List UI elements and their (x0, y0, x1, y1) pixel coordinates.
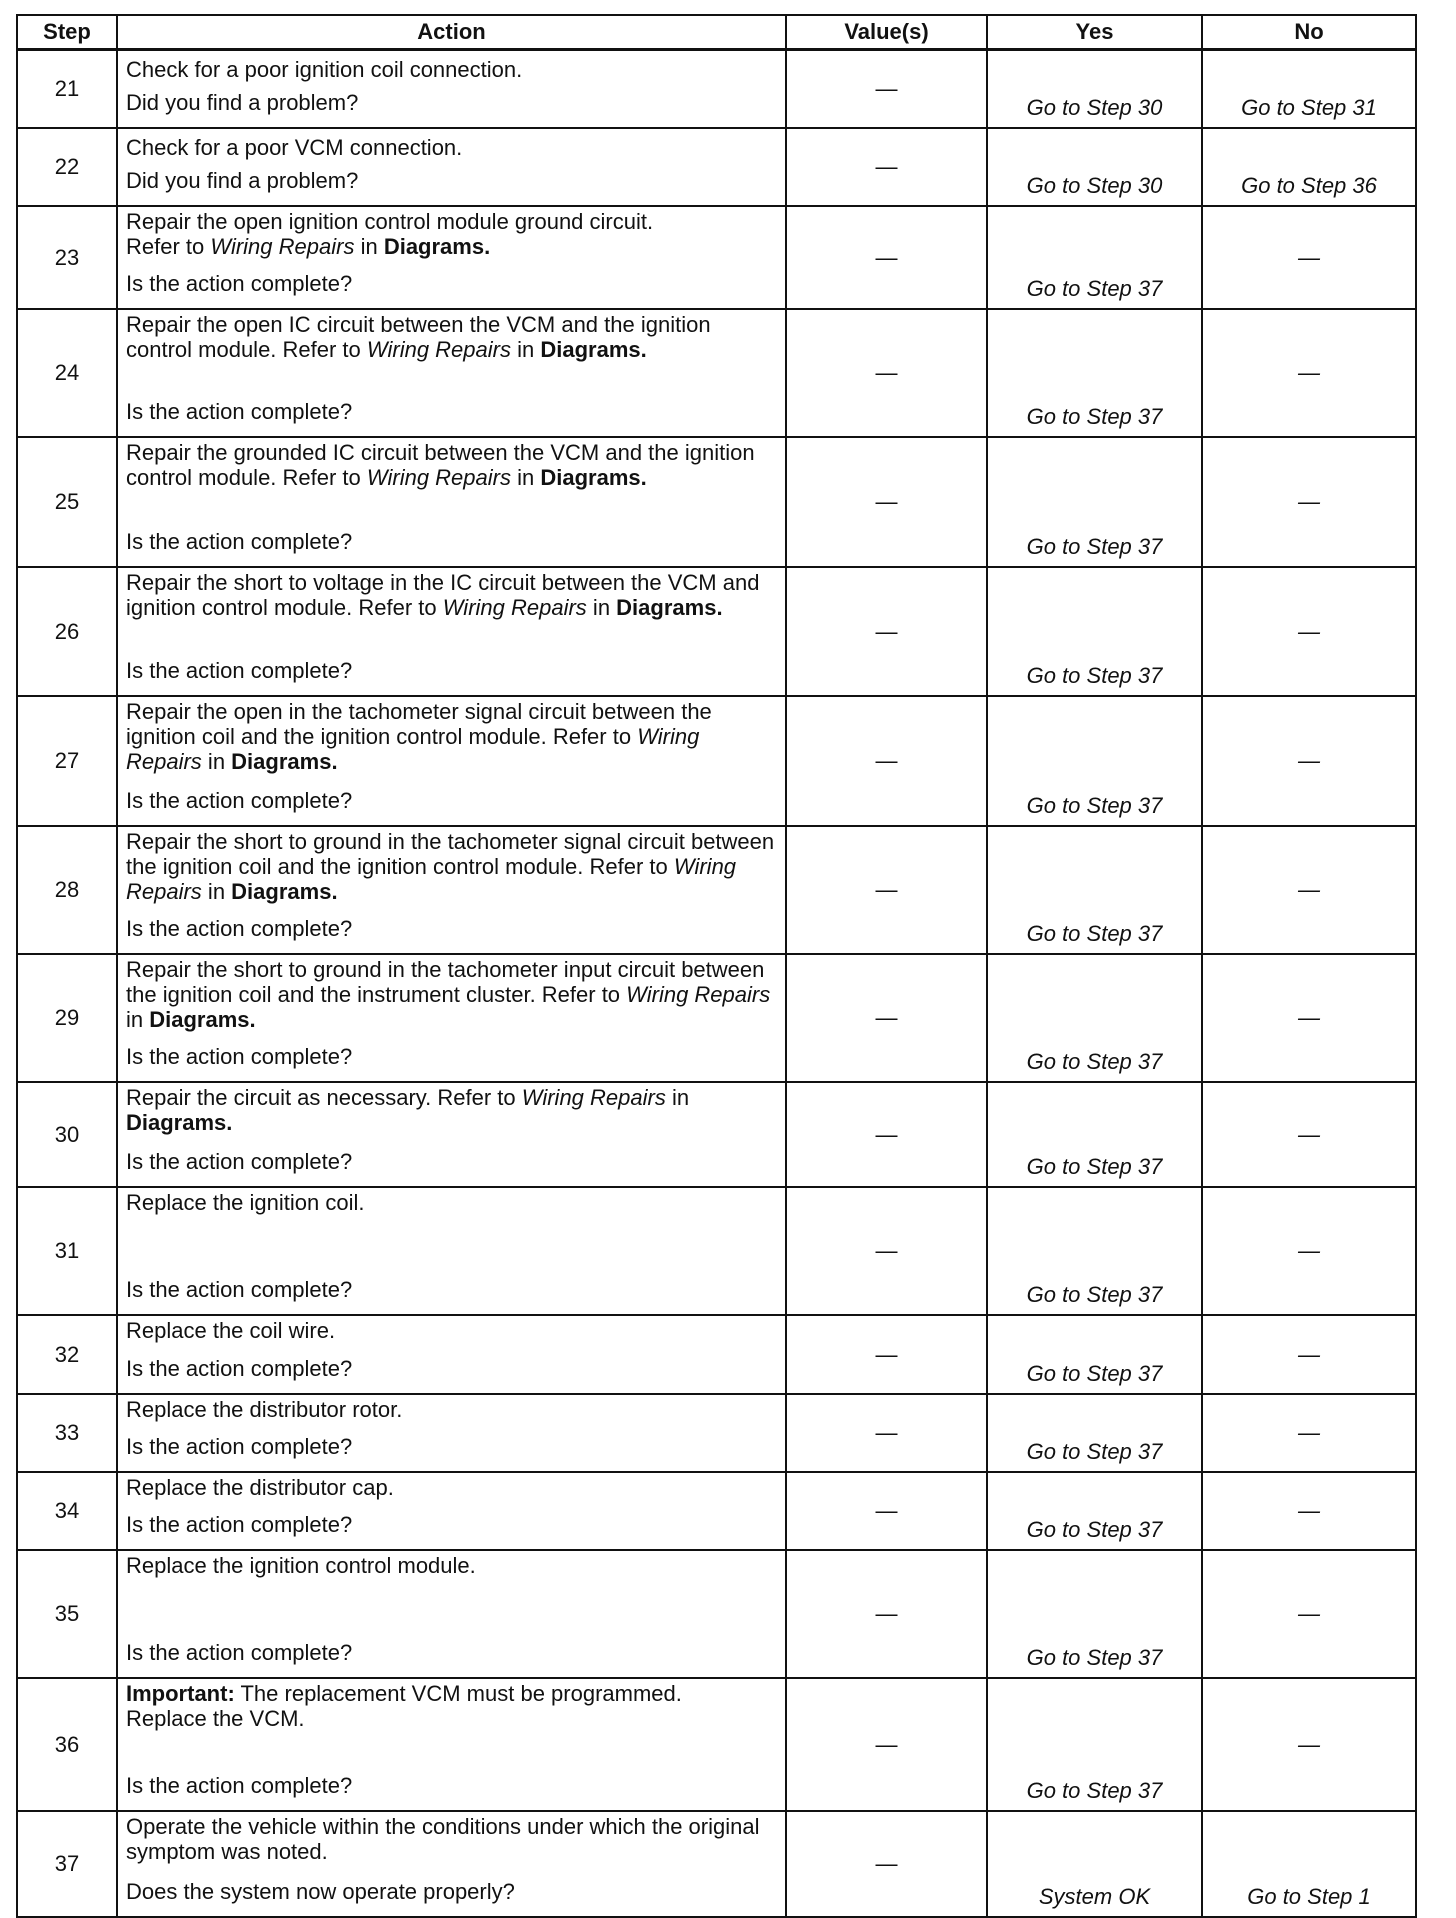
action-question: Does the system now operate properly? (126, 1879, 515, 1904)
action-text-segment: The replacement VCM must be programmed. (234, 1681, 682, 1706)
yes-outcome: System OK (987, 1811, 1202, 1917)
yes-outcome: Go to Step 37 (987, 1472, 1202, 1550)
action-text-segment: Repair the short to voltage in the IC circuit between the VCM and ignition control module. Refer to (126, 570, 760, 620)
step-number: 27 (17, 696, 117, 826)
action-text-segment: in (201, 879, 232, 904)
action-text-segment: Repair the short to ground in the tachometer signal circuit between the ignition coil and the ignition control module. Refer to (126, 829, 775, 879)
action-text-segment: Repair the short to ground in the tachometer input circuit between the ignition coil and the instrument cluster. Refer to (126, 957, 765, 1007)
no-outcome: — (1202, 206, 1416, 309)
no-outcome: — (1202, 1550, 1416, 1678)
header-no: No (1202, 15, 1416, 50)
action-question: Is the action complete? (126, 788, 353, 813)
action-cell (117, 567, 786, 696)
action-content (126, 53, 775, 115)
table-row (17, 1472, 1416, 1550)
action-question: Is the action complete? (126, 1044, 353, 1069)
action-cell (117, 437, 786, 567)
action-text-segment: Replace the ignition control module. (126, 1553, 476, 1578)
yes-outcome: Go to Step 37 (987, 1082, 1202, 1187)
action-question: Is the action complete? (126, 916, 353, 941)
step-number: 29 (17, 954, 117, 1082)
action-question: Is the action complete? (126, 1356, 353, 1381)
action-text-segment: Diagrams. (149, 1007, 256, 1032)
action-content (126, 1190, 775, 1302)
action-cell (117, 1678, 786, 1811)
action-cell (117, 1472, 786, 1550)
action-paragraph (126, 53, 775, 82)
no-outcome: Go to Step 1 (1202, 1811, 1416, 1917)
table-row (17, 1550, 1416, 1678)
header-values: Value(s) (786, 15, 987, 50)
no-outcome: — (1202, 1187, 1416, 1315)
action-text-segment: in (126, 1007, 150, 1032)
action-paragraph (126, 1190, 775, 1215)
action-text-segment: Wiring Repairs (521, 1085, 666, 1110)
value-cell: — (786, 1678, 987, 1811)
action-content (126, 957, 775, 1069)
step-number: 28 (17, 826, 117, 954)
action-text-segment: Diagrams. (383, 234, 491, 259)
action-paragraph (126, 829, 775, 904)
yes-outcome: Go to Step 37 (987, 206, 1202, 309)
table-row (17, 309, 1416, 437)
value-cell: — (786, 696, 987, 826)
action-cell (117, 1550, 786, 1678)
yes-outcome: Go to Step 37 (987, 309, 1202, 437)
action-question: Is the action complete? (126, 529, 353, 554)
action-question: Is the action complete? (126, 1277, 353, 1302)
no-outcome: — (1202, 437, 1416, 567)
yes-outcome: Go to Step 37 (987, 1678, 1202, 1811)
action-question: Is the action complete? (126, 1512, 353, 1537)
table-row (17, 1315, 1416, 1394)
value-cell: — (786, 206, 987, 309)
action-question: Did you find a problem? (126, 90, 359, 115)
action-paragraph (126, 312, 775, 362)
value-cell: — (786, 437, 987, 567)
action-question: Is the action complete? (126, 1640, 353, 1665)
yes-outcome: Go to Step 37 (987, 1187, 1202, 1315)
value-cell: — (786, 1394, 987, 1472)
step-number: 24 (17, 309, 117, 437)
action-text-segment: Check for a poor VCM connection. (126, 135, 463, 160)
no-outcome: — (1202, 1315, 1416, 1394)
header-step: Step (17, 15, 117, 50)
action-content (126, 440, 775, 554)
action-text-segment: in (586, 595, 617, 620)
action-paragraph (126, 1681, 775, 1706)
value-cell: — (786, 1187, 987, 1315)
action-cell (117, 1082, 786, 1187)
action-paragraph (126, 209, 775, 234)
action-question: Is the action complete? (126, 1773, 353, 1798)
step-number: 33 (17, 1394, 117, 1472)
yes-outcome: Go to Step 37 (987, 1315, 1202, 1394)
action-cell (117, 50, 786, 129)
action-content (126, 209, 775, 296)
action-text-segment: Replace the distributor rotor. (126, 1397, 403, 1422)
action-text-segment: Operate the vehicle within the conditions under which the original symptom was noted. (126, 1814, 760, 1864)
action-cell (117, 954, 786, 1082)
no-outcome: — (1202, 1082, 1416, 1187)
action-text-segment: Diagrams. (231, 879, 338, 904)
action-content (126, 1814, 775, 1904)
action-content (126, 829, 775, 941)
action-text-segment: in (354, 234, 384, 259)
value-cell: — (786, 1315, 987, 1394)
action-question: Is the action complete? (126, 271, 353, 296)
action-paragraph (126, 131, 775, 160)
action-text-segment: Refer to (126, 234, 211, 259)
action-paragraph (126, 440, 775, 490)
yes-outcome: Go to Step 30 (987, 128, 1202, 206)
action-question: Is the action complete? (126, 399, 353, 424)
action-text-segment: Replace the VCM. (126, 1706, 305, 1731)
action-text-segment: Repair the open in the tachometer signal circuit between the ignition coil and the ignition control module. Refer to (126, 699, 712, 749)
no-outcome: Go to Step 36 (1202, 128, 1416, 206)
value-cell: — (786, 50, 987, 129)
action-text-segment: Check for a poor ignition coil connection. (126, 57, 523, 82)
action-text-segment: in (665, 1085, 690, 1110)
action-cell (117, 696, 786, 826)
step-number: 31 (17, 1187, 117, 1315)
yes-outcome: Go to Step 37 (987, 826, 1202, 954)
value-cell: — (786, 954, 987, 1082)
table-row (17, 1082, 1416, 1187)
step-number: 26 (17, 567, 117, 696)
action-text-segment: Wiring Repairs (210, 234, 355, 259)
step-number: 21 (17, 50, 117, 129)
yes-outcome: Go to Step 37 (987, 437, 1202, 567)
no-outcome: — (1202, 1678, 1416, 1811)
yes-outcome: Go to Step 37 (987, 1394, 1202, 1472)
action-question: Is the action complete? (126, 658, 353, 683)
no-outcome: Go to Step 31 (1202, 50, 1416, 129)
step-number: 22 (17, 128, 117, 206)
yes-outcome: Go to Step 37 (987, 954, 1202, 1082)
action-paragraph (126, 1085, 775, 1135)
action-text-segment: in (510, 465, 541, 490)
table-row (17, 128, 1416, 206)
action-cell (117, 1187, 786, 1315)
action-content (126, 1681, 775, 1798)
action-cell (117, 826, 786, 954)
no-outcome: — (1202, 826, 1416, 954)
step-number: 30 (17, 1082, 117, 1187)
action-text-segment: Wiring Repairs (366, 465, 511, 490)
no-outcome: — (1202, 696, 1416, 826)
table-row (17, 437, 1416, 567)
table-row (17, 954, 1416, 1082)
action-text-segment: in (201, 749, 232, 774)
action-cell (117, 309, 786, 437)
action-text-segment: Wiring Repairs (366, 337, 511, 362)
action-text-segment: Wiring Repairs (442, 595, 587, 620)
action-cell (117, 1811, 786, 1917)
value-cell: — (786, 826, 987, 954)
action-content (126, 699, 775, 813)
step-number: 32 (17, 1315, 117, 1394)
table-row (17, 206, 1416, 309)
action-content (126, 1085, 775, 1174)
no-outcome: — (1202, 1394, 1416, 1472)
action-paragraph (126, 957, 775, 1032)
value-cell: — (786, 567, 987, 696)
table-row (17, 1394, 1416, 1472)
action-question: Is the action complete? (126, 1149, 353, 1174)
step-number: 36 (17, 1678, 117, 1811)
action-content (126, 312, 775, 424)
no-outcome: — (1202, 1472, 1416, 1550)
yes-outcome: Go to Step 37 (987, 1550, 1202, 1678)
step-number: 34 (17, 1472, 117, 1550)
action-text-segment: Repair the circuit as necessary. Refer to (126, 1085, 522, 1110)
action-text-segment: Wiring Repairs (126, 724, 700, 774)
action-paragraph (126, 1318, 775, 1343)
action-text-segment: Repair the open IC circuit between the VCM and the ignition control module. Refer to (126, 312, 711, 362)
action-text-segment: Wiring Repairs (626, 982, 771, 1007)
action-cell (117, 1315, 786, 1394)
action-content (126, 1553, 775, 1665)
action-paragraph (126, 1397, 775, 1422)
action-text-segment: Diagrams. (231, 749, 338, 774)
diagnostic-steps-table (16, 14, 1417, 1918)
value-cell: — (786, 309, 987, 437)
action-paragraph (126, 1706, 775, 1731)
step-number: 37 (17, 1811, 117, 1917)
action-text-segment: Wiring Repairs (126, 854, 737, 904)
action-content (126, 1397, 775, 1459)
action-cell (117, 1394, 786, 1472)
value-cell: — (786, 1811, 987, 1917)
table-row (17, 1678, 1416, 1811)
yes-outcome: Go to Step 30 (987, 50, 1202, 129)
step-number: 23 (17, 206, 117, 309)
table-row (17, 696, 1416, 826)
action-text-segment: Important: (126, 1681, 235, 1706)
action-paragraph (126, 1475, 775, 1500)
action-question: Is the action complete? (126, 1434, 353, 1459)
action-paragraph (126, 570, 775, 620)
action-content (126, 570, 775, 683)
action-text-segment: Replace the ignition coil. (126, 1190, 365, 1215)
step-number: 35 (17, 1550, 117, 1678)
action-text-segment: Diagrams. (126, 1110, 233, 1135)
action-content (126, 131, 775, 193)
table-row (17, 1187, 1416, 1315)
table-row (17, 826, 1416, 954)
header-yes: Yes (987, 15, 1202, 50)
no-outcome: — (1202, 954, 1416, 1082)
table-row (17, 1811, 1416, 1917)
action-text-segment: Replace the distributor cap. (126, 1475, 394, 1500)
table-row (17, 567, 1416, 696)
yes-outcome: Go to Step 37 (987, 567, 1202, 696)
action-text-segment: Repair the open ignition control module ground circuit. (126, 209, 654, 234)
action-cell (117, 206, 786, 309)
action-paragraph (126, 234, 775, 259)
value-cell: — (786, 1472, 987, 1550)
yes-outcome: Go to Step 37 (987, 696, 1202, 826)
step-number: 25 (17, 437, 117, 567)
action-text-segment: in (510, 337, 541, 362)
action-paragraph (126, 699, 775, 774)
action-cell (117, 128, 786, 206)
action-text-segment: Repair the grounded IC circuit between the VCM and the ignition control module. Refer to (126, 440, 755, 490)
action-question: Did you find a problem? (126, 168, 359, 193)
value-cell: — (786, 1550, 987, 1678)
no-outcome: — (1202, 567, 1416, 696)
table-row (17, 50, 1416, 129)
action-text-segment: Diagrams. (540, 465, 647, 490)
header-row (17, 15, 1416, 50)
no-outcome: — (1202, 309, 1416, 437)
action-text-segment: Diagrams. (540, 337, 647, 362)
action-text-segment: Replace the coil wire. (126, 1318, 336, 1343)
value-cell: — (786, 1082, 987, 1187)
action-text-segment: Diagrams. (616, 595, 723, 620)
action-content (126, 1475, 775, 1537)
action-content (126, 1318, 775, 1381)
action-paragraph (126, 1814, 775, 1864)
action-paragraph (126, 1553, 775, 1578)
value-cell: — (786, 128, 987, 206)
header-action: Action (117, 15, 786, 50)
